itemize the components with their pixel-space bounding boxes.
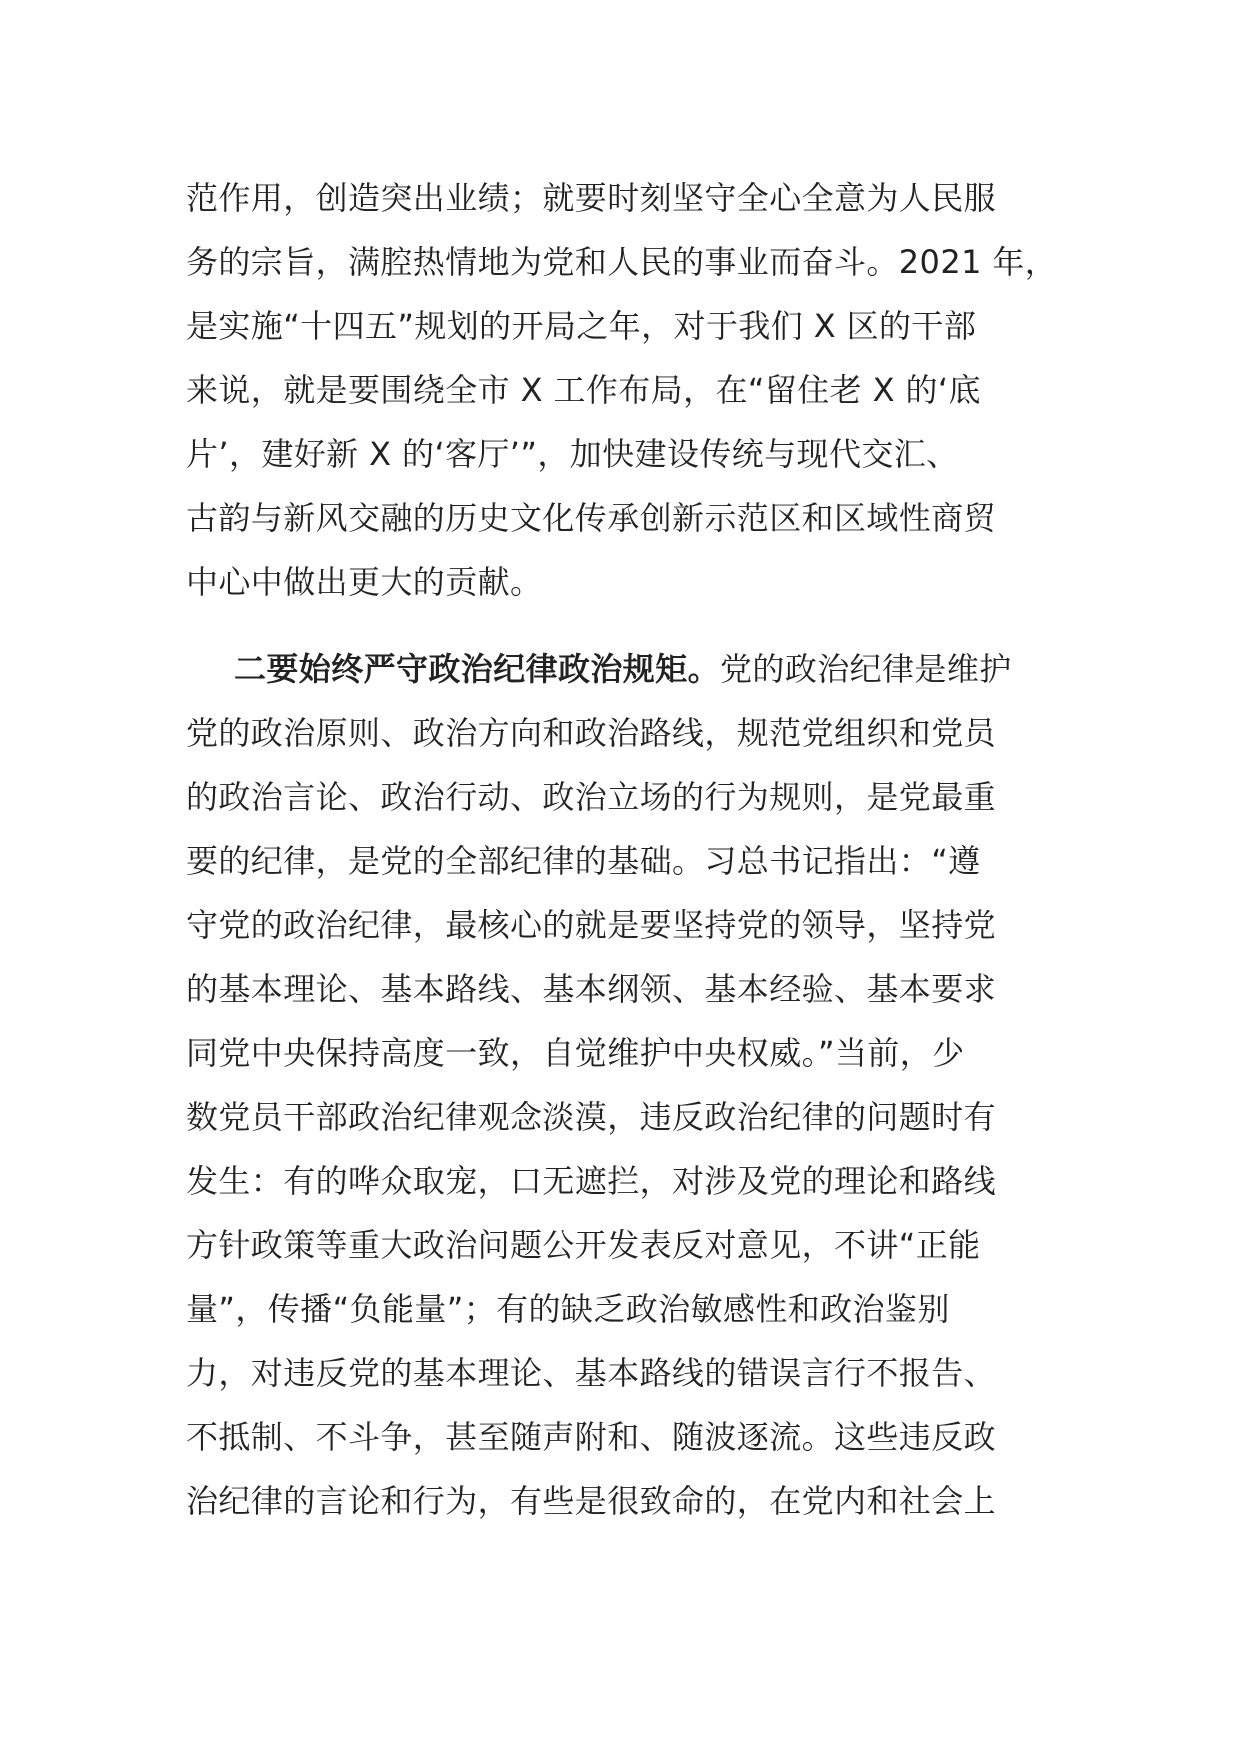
paragraph-1 bbox=[186, 166, 1076, 614]
paragraph-line: 治纪律的言论和行为，有些是很致命的，在党内和社会上 bbox=[186, 1482, 997, 1520]
paragraph-line: 量”，传播“负能量”；有的缺乏政治敏感性和政治鉴别 bbox=[186, 1290, 950, 1328]
paragraph-line: 古韵与新风交融的历史文化传承创新示范区和区域性商贸 bbox=[186, 499, 997, 537]
paragraph-line-rest: 党的政治纪律是维护 bbox=[720, 650, 1012, 688]
paragraph-line: 范作用，创造突出业绩；就要时刻坚守全心全意为人民服 bbox=[186, 179, 997, 217]
paragraph-line: 的政治言论、政治行动、政治立场的行为规则，是党最重 bbox=[186, 778, 997, 816]
paragraph-line: 中心中做出更大的贡献。 bbox=[186, 563, 543, 601]
paragraph-line: 守党的政治纪律，最核心的就是要坚持党的领导，坚持党 bbox=[186, 906, 997, 944]
section-heading: 二要始终严守政治纪律政治规矩。 bbox=[234, 650, 721, 688]
paragraph-line: 不抵制、不斗争，甚至随声附和、随波逐流。这些违反政 bbox=[186, 1418, 997, 1456]
paragraph-line: 同党中央保持高度一致，自觉维护中央权威。”当前，少 bbox=[186, 1034, 965, 1072]
paragraph-line: 来说，就是要围绕全市 X 工作布局，在“留住老 X 的‘底 bbox=[186, 371, 981, 409]
paragraph-line: 的基本理论、基本路线、基本纲领、基本经验、基本要求 bbox=[186, 970, 997, 1008]
paragraph-2 bbox=[186, 637, 1076, 1533]
paragraph-line: 要的纪律，是党的全部纪律的基础。习总书记指出：“遵 bbox=[186, 842, 981, 880]
paragraph-line: 力，对违反党的基本理论、基本路线的错误言行不报告、 bbox=[186, 1354, 997, 1392]
paragraph-line: 片’，建好新 X 的‘客厅’”，加快建设传统与现代交汇、 bbox=[186, 435, 959, 473]
paragraph-line: 数党员干部政治纪律观念淡漠，违反政治纪律的问题时有 bbox=[186, 1098, 997, 1136]
paragraph-first-line bbox=[186, 637, 1076, 701]
paragraph-line: 务的宗旨，满腔热情地为党和人民的事业而奋斗。2021 年， bbox=[186, 243, 1058, 281]
paragraph-line: 方针政策等重大政治问题公开发表反对意见，不讲“正能 bbox=[186, 1226, 981, 1264]
paragraph-line: 是实施“十四五”规划的开局之年，对于我们 X 区的干部 bbox=[186, 307, 977, 345]
paragraph-line: 党的政治原则、政治方向和政治路线，规范党组织和党员 bbox=[186, 714, 997, 752]
paragraph-line: 发生：有的哗众取宠，口无遮拦，对涉及党的理论和路线 bbox=[186, 1162, 997, 1200]
